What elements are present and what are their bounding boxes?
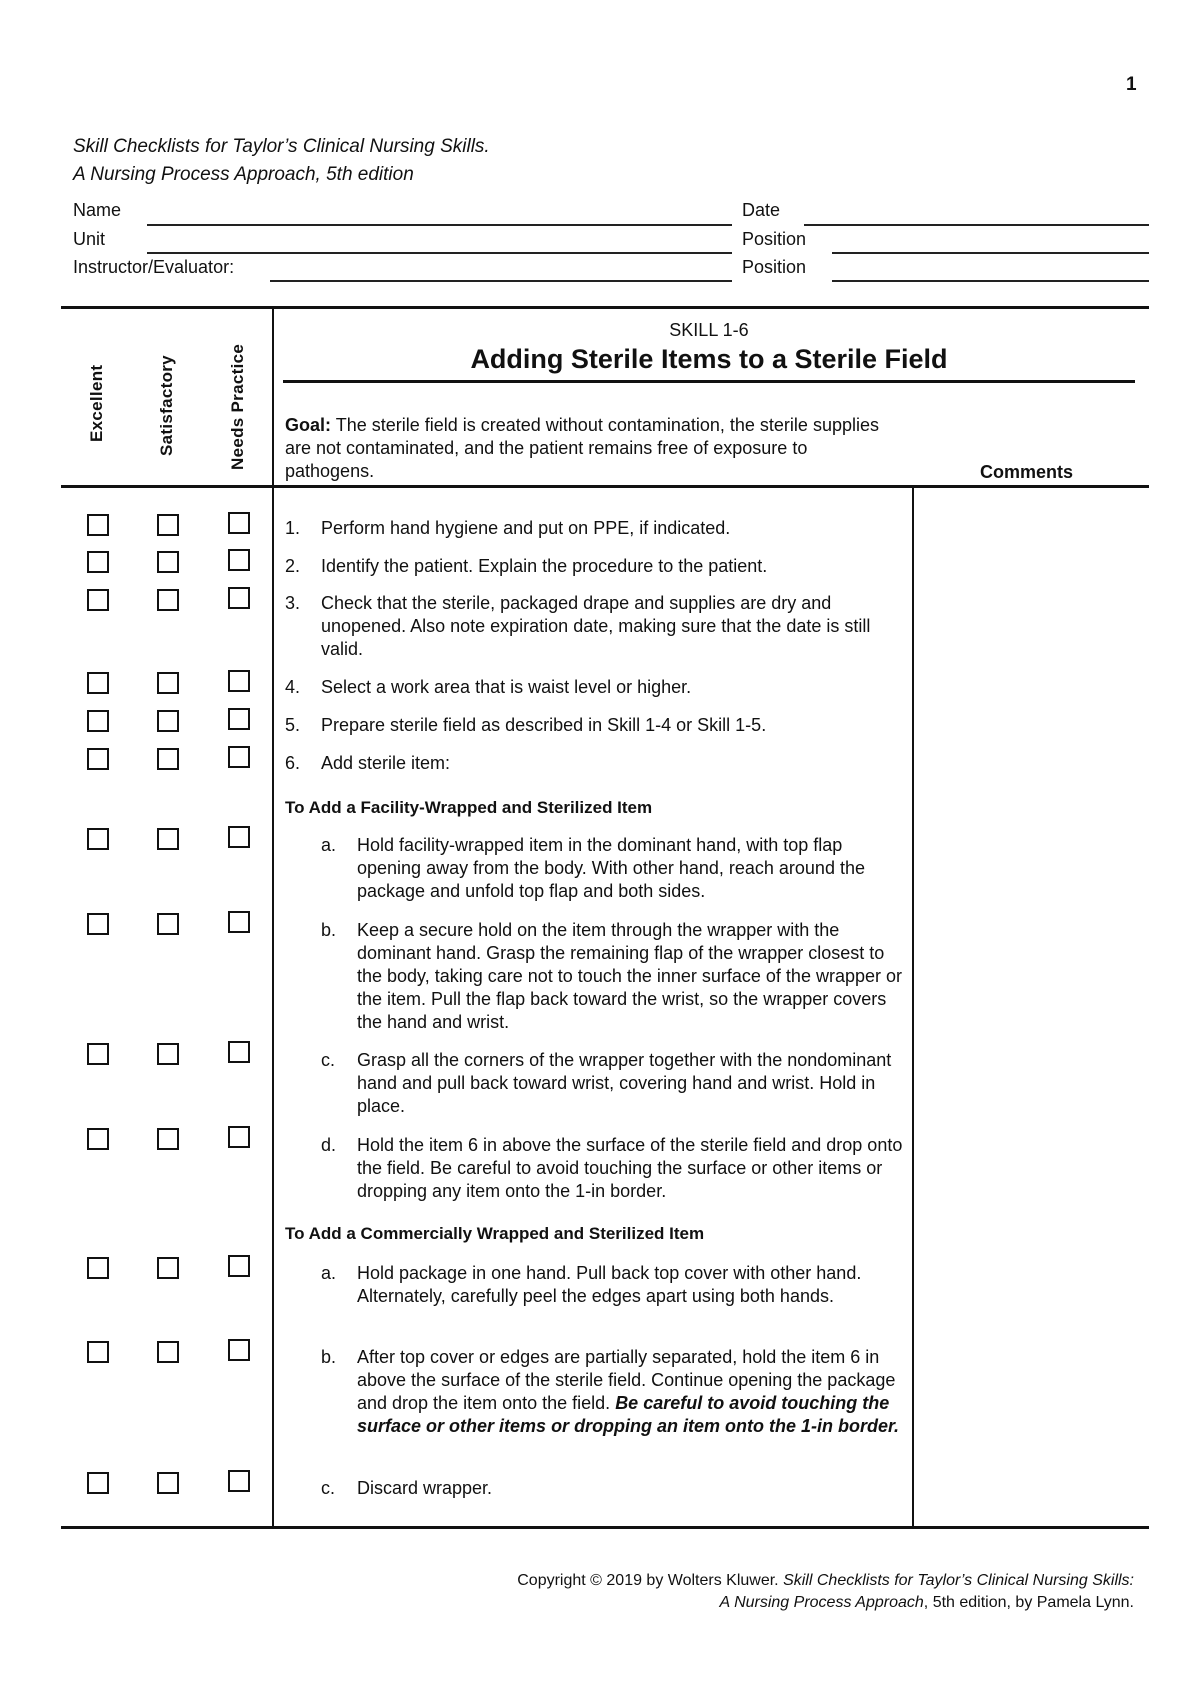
needs-practice-checkbox[interactable] <box>228 1255 250 1277</box>
step-item <box>285 592 905 661</box>
satisfactory-checkbox[interactable] <box>157 1341 179 1363</box>
step-item <box>285 752 905 775</box>
substep-item <box>321 1477 905 1500</box>
step-number: 2. <box>285 556 301 576</box>
step-number: 3. <box>285 593 301 613</box>
substep-text: After top cover or edges are partially separated, hold the item 6 in above the surface of the sterile field. Continue opening the package and drop the item onto the field. <box>357 1347 896 1413</box>
rating-divider <box>272 308 274 1526</box>
satisfactory-checkbox[interactable] <box>157 913 179 935</box>
substep-letter: b. <box>321 1347 337 1367</box>
substep-text: Grasp all the corners of the wrapper together with the nondominant hand and pull back toward wrist, covering hand and wrist. Hold in place. <box>357 1050 892 1116</box>
step-number: 6. <box>285 753 301 773</box>
step-text: Prepare sterile field as described in Skill 1-4 or Skill 1-5. <box>321 715 767 735</box>
step-text: Check that the sterile, packaged drape and supplies are dry and unopened. Also note expiration date, making sure that the date is still valid. <box>321 593 871 659</box>
needs-practice-checkbox[interactable] <box>228 670 250 692</box>
satisfactory-checkbox[interactable] <box>157 1043 179 1065</box>
satisfactory-checkbox[interactable] <box>157 551 179 573</box>
step-text: Select a work area that is waist level or higher. <box>321 677 692 697</box>
column-satisfactory: Satisfactory <box>157 355 176 456</box>
section-heading-facility: To Add a Facility-Wrapped and Sterilized Item <box>285 798 653 817</box>
footer-line-1 <box>517 1570 1134 1592</box>
goal-label: Goal: <box>285 415 332 435</box>
excellent-checkbox[interactable] <box>87 672 109 694</box>
excellent-checkbox[interactable] <box>87 1128 109 1150</box>
needs-practice-checkbox[interactable] <box>228 587 250 609</box>
excellent-checkbox[interactable] <box>87 551 109 573</box>
step-text: Perform hand hygiene and put on PPE, if indicated. <box>321 518 731 538</box>
step-number: 1. <box>285 518 301 538</box>
comments-heading: Comments <box>980 462 1074 482</box>
needs-practice-checkbox[interactable] <box>228 1041 250 1063</box>
substep-letter: a. <box>321 835 337 855</box>
needs-practice-checkbox[interactable] <box>228 911 250 933</box>
book-title-line1: Skill Checklists for Taylor’s Clinical Nursing Skills. <box>73 136 490 157</box>
step-item <box>285 555 905 578</box>
excellent-checkbox[interactable] <box>87 1472 109 1494</box>
book-title-line2: A Nursing Process Approach, 5th edition <box>73 164 414 185</box>
date-field[interactable] <box>804 224 1149 226</box>
excellent-checkbox[interactable] <box>87 589 109 611</box>
name-field[interactable] <box>147 224 732 226</box>
substep-item <box>321 919 905 1034</box>
excellent-checkbox[interactable] <box>87 913 109 935</box>
section-heading-commercial: To Add a Commercially Wrapped and Sterilized Item <box>285 1224 705 1243</box>
name-label: Name <box>73 200 122 220</box>
excellent-checkbox[interactable] <box>87 514 109 536</box>
step-number: 4. <box>285 677 301 697</box>
needs-practice-checkbox[interactable] <box>228 708 250 730</box>
satisfactory-checkbox[interactable] <box>157 710 179 732</box>
satisfactory-checkbox[interactable] <box>157 1128 179 1150</box>
substep-letter: a. <box>321 1263 337 1283</box>
position-field-1[interactable] <box>832 252 1149 254</box>
goal-text: The sterile field is created without contamination, the sterile supplies are not contaminated, and the patient remains free of exposure to pathogens. <box>285 415 879 481</box>
footer-book-title: Skill Checklists for Taylor’s Clinical Nursing Skills: <box>783 1572 1134 1589</box>
footer-line-2 <box>720 1592 1134 1614</box>
needs-practice-checkbox[interactable] <box>228 746 250 768</box>
page-number: 1 <box>1126 74 1137 95</box>
skill-number: SKILL 1-6 <box>669 320 749 340</box>
title-rule <box>283 380 1135 383</box>
footer-copyright: Copyright © 2019 by Wolters Kluwer. <box>517 1572 779 1589</box>
substep-letter: c. <box>321 1050 336 1070</box>
table-top-rule <box>61 306 1149 309</box>
satisfactory-checkbox[interactable] <box>157 589 179 611</box>
substep-text: Hold package in one hand. Pull back top cover with other hand. Alternately, carefully peel the edges apart using both hands. <box>357 1263 862 1306</box>
excellent-checkbox[interactable] <box>87 748 109 770</box>
substep-text: Discard wrapper. <box>357 1478 493 1498</box>
step-number: 5. <box>285 715 301 735</box>
date-label: Date <box>742 200 781 220</box>
substep-item <box>321 1262 905 1308</box>
excellent-checkbox[interactable] <box>87 828 109 850</box>
excellent-checkbox[interactable] <box>87 1257 109 1279</box>
needs-practice-checkbox[interactable] <box>228 1126 250 1148</box>
step-text: Identify the patient. Explain the procedure to the patient. <box>321 556 768 576</box>
step-item <box>285 517 905 540</box>
excellent-checkbox[interactable] <box>87 1043 109 1065</box>
substep-letter: d. <box>321 1135 337 1155</box>
satisfactory-checkbox[interactable] <box>157 748 179 770</box>
needs-practice-checkbox[interactable] <box>228 512 250 534</box>
goal <box>285 414 885 483</box>
substep-item <box>321 1049 905 1118</box>
instructor-field[interactable] <box>270 280 732 282</box>
satisfactory-checkbox[interactable] <box>157 828 179 850</box>
footer-book-subtitle: A Nursing Process Approach <box>719 1594 924 1611</box>
substep-letter: c. <box>321 1478 336 1498</box>
satisfactory-checkbox[interactable] <box>157 514 179 536</box>
substep-item <box>321 834 905 903</box>
step-text: Add sterile item: <box>321 753 451 773</box>
substep-emphasis: Be careful to avoid touching the surface or other items or dropping an item onto the 1-in border. <box>357 1393 900 1436</box>
satisfactory-checkbox[interactable] <box>157 1257 179 1279</box>
substep-text-wrap <box>321 1346 905 1438</box>
unit-label: Unit <box>73 229 106 249</box>
column-excellent: Excellent <box>87 364 106 442</box>
position-field-2[interactable] <box>832 280 1149 282</box>
needs-practice-checkbox[interactable] <box>228 1470 250 1492</box>
step-item <box>285 714 905 737</box>
substep-text: Keep a secure hold on the item through the wrapper with the dominant hand. Grasp the remaining flap of the wrapper closest to the body, taking care not to touch the inner surface of the wrapper or the item. Pull the flap back toward the wrist, so the wrapper covers the hand and wrist. <box>357 920 902 1032</box>
column-needs-practice: Needs Practice <box>228 343 247 470</box>
substep-text: Hold facility-wrapped item in the dominant hand, with top flap opening away from the body. With other hand, reach around the package and unfold top flap and both sides. <box>357 835 865 901</box>
skill-title: Adding Sterile Items to a Sterile Field <box>470 344 948 374</box>
substep-item <box>321 1346 905 1438</box>
unit-field[interactable] <box>147 252 732 254</box>
step-item <box>285 676 905 699</box>
footer-author: , 5th edition, by Pamela Lynn. <box>923 1594 1134 1611</box>
excellent-checkbox[interactable] <box>87 1341 109 1363</box>
needs-practice-checkbox[interactable] <box>228 549 250 571</box>
comments-divider <box>912 488 914 1526</box>
needs-practice-checkbox[interactable] <box>228 826 250 848</box>
substep-letter: b. <box>321 920 337 940</box>
satisfactory-checkbox[interactable] <box>157 672 179 694</box>
table-header-rule <box>61 485 1149 488</box>
position-label-2: Position <box>742 257 807 277</box>
substep-text: Hold the item 6 in above the surface of the sterile field and drop onto the field. Be careful to avoid touching the surface or other items or dropping any item onto the 1-in border. <box>357 1135 903 1201</box>
needs-practice-checkbox[interactable] <box>228 1339 250 1361</box>
excellent-checkbox[interactable] <box>87 710 109 732</box>
satisfactory-checkbox[interactable] <box>157 1472 179 1494</box>
substep-item <box>321 1134 905 1203</box>
table-bottom-rule <box>61 1526 1149 1529</box>
instructor-label: Instructor/Evaluator: <box>73 257 235 277</box>
position-label-1: Position <box>742 229 807 249</box>
